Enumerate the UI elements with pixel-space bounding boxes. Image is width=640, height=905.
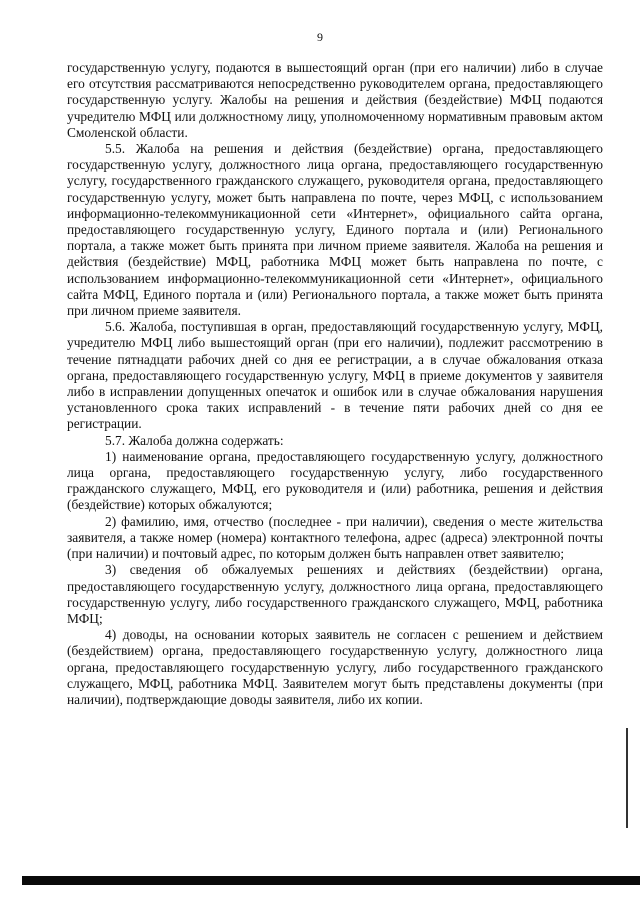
document-body xyxy=(67,60,603,708)
page-number: 9 xyxy=(317,30,323,44)
list-item-3: 3) сведения об обжалуемых решениях и действиях (бездействии) органа, предоставляющего государственную услугу, должностного лица органа, предоставляющего государственную услугу, либо государственного гражданского служащего, МФЦ, работника МФЦ; xyxy=(67,562,603,626)
paragraph-5-6: 5.6. Жалоба, поступившая в орган, предоставляющий государственную услугу, МФЦ, учредителю МФЦ либо вышестоящий орган (при его наличии), подлежит рассмотрению в течение пятнадцати рабочих дней со дня ее регистрации, а в случае обжалования отказа органа, предоставляющего государственную услугу, МФЦ в приеме документов у заявителя либо в исправлении допущенных опечаток и ошибок или в случае обжалования нарушения установленного срока таких исправлений - в течение пяти рабочих дней со дня ее регистрации. xyxy=(67,319,603,432)
paragraph-continuation: государственную услугу, подаются в вышестоящий орган (при его наличии) либо в случае его отсутствия рассматриваются непосредственно руководителем органа, предоставляющего государственную услугу. Жалобы на решения и действия (бездействие) МФЦ подаются учредителю МФЦ или должностному лицу, уполномоченному нормативным правовым актом Смоленской области. xyxy=(67,60,603,140)
scan-bottom-bar xyxy=(22,876,640,885)
paragraph-5-5: 5.5. Жалоба на решения и действия (бездействие) органа, предоставляющего государственную услугу, должностного лица органа, предоставляющего государственную услугу, государственного гражданского служащего, руководителя органа, предоставляющего государственную услугу, может быть направлена по почте, через МФЦ, с использованием информационно-телекоммуникационной сети «Интернет», официального сайта органа, предоставляющего государственную услугу, Единого портала и (или) Регионального портала, а также может быть принята при личном приеме заявителя. Жалоба на решения и действия (бездействие) МФЦ, работника МФЦ может быть направлена по почте, с использованием информационно-телекоммуникационной сети «Интернет», официального сайта МФЦ, Единого портала и (или) Регионального портала, а также может быть принята при личном приеме заявителя. xyxy=(67,141,603,319)
list-item-2: 2) фамилию, имя, отчество (последнее - при наличии), сведения о месте жительства заявителя, а также номер (номера) контактного телефона, адрес (адреса) электронной почты (при наличии) и почтовый адрес, по которым должен быть направлен ответ заявителю; xyxy=(67,513,603,562)
list-item-4: 4) доводы, на основании которых заявитель не согласен с решением и действием (бездействием) органа, предоставляющего государственную услугу, должностного лица органа, предоставляющего государственную услугу, либо государственного гражданского служащего, МФЦ, работника МФЦ. Заявителем могут быть представлены документы (при наличии), подтверждающие доводы заявителя, либо их копии. xyxy=(67,627,603,707)
scan-edge-mark xyxy=(626,728,628,828)
list-item-1: 1) наименование органа, предоставляющего государственную услугу, должностного лица органа, предоставляющего государственную услугу, либо государственного гражданского служащего, МФЦ, его руководителя и (или) работника, решения и действия (бездействие) которых обжалуются; xyxy=(67,448,603,513)
paragraph-5-7: 5.7. Жалоба должна содержать: xyxy=(105,432,284,448)
